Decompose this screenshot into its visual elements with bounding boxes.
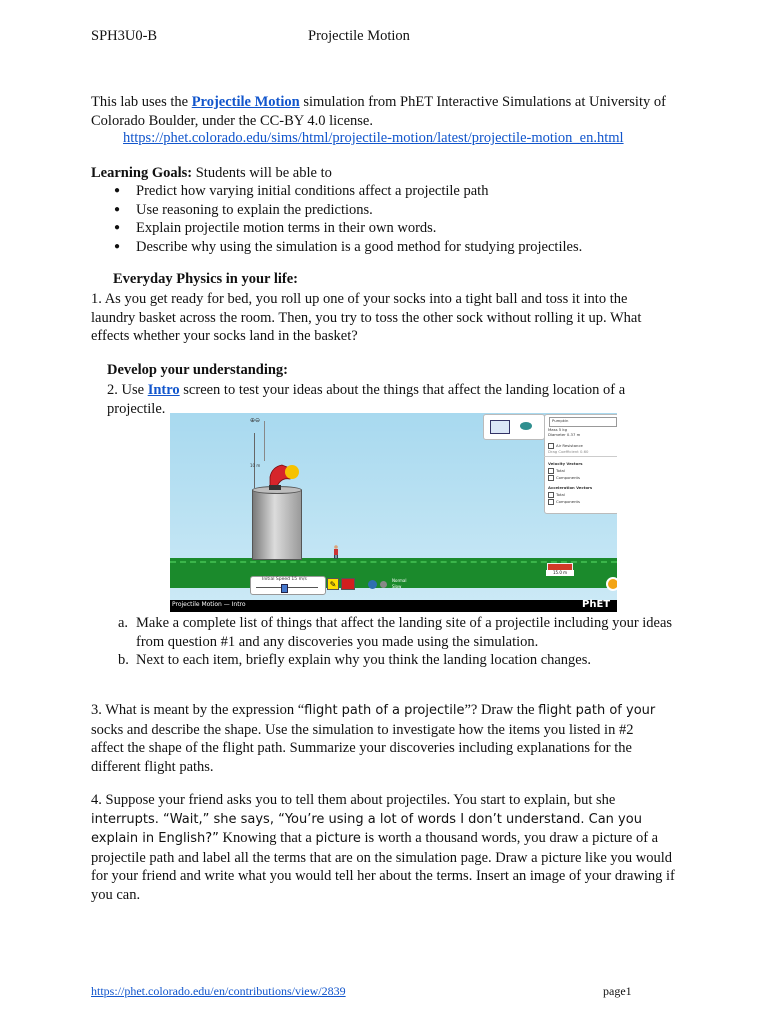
target-distance: 15.0 m	[546, 570, 574, 576]
question-1: 1. As you get ready for bed, you roll up one of your socks into a tight ball and toss it into the laundry basket across the room. Then, you try to toss the other sock without rolling it up. What effects whether your socks land in the basket?	[91, 291, 642, 345]
page-number: page1	[603, 984, 632, 998]
question-2a	[118, 614, 678, 651]
velocity-vectors-label: Velocity Vectors	[548, 461, 583, 466]
q2b-label: b.	[118, 652, 129, 668]
q4-part3: Knowing that a	[218, 830, 316, 847]
fire-button[interactable]	[341, 578, 355, 590]
radio-normal[interactable]: Normal	[392, 578, 407, 583]
radio-slow[interactable]: Slow	[392, 584, 402, 589]
learning-goals-list	[114, 182, 674, 256]
height-label: 10 m	[250, 463, 261, 468]
sim-title: Projectile Motion — Intro	[172, 601, 246, 608]
q2b-text: Next to each item, briefly explain why you think the landing location changes.	[136, 652, 592, 668]
sim-link[interactable]: Projectile Motion	[191, 94, 300, 110]
q3-phrase: flight path of a projectile	[304, 703, 465, 718]
step-button[interactable]	[380, 581, 387, 588]
question-3	[91, 701, 663, 776]
acceleration-components-checkbox[interactable]	[548, 499, 580, 505]
reset-button[interactable]	[606, 577, 617, 591]
acceleration-total-checkbox[interactable]	[548, 492, 565, 498]
list-item: ● Use reasoning to explain the predictions.	[114, 201, 674, 220]
list-item: ● Predict how varying initial conditions affect a projectile path	[114, 182, 674, 201]
initial-speed-label: Initial Speed 15 m/s	[262, 577, 307, 582]
list-item: ● Explain projectile motion terms in their own words.	[114, 219, 674, 238]
velocity-components-checkbox[interactable]	[548, 475, 580, 481]
initial-speed-slider[interactable]	[281, 584, 288, 593]
intro-mid: simulation from PhET Interactive Simulations at University of Colorado Boulder, under the CC-BY 4.0 license.	[91, 94, 666, 129]
acceleration-vectors-label: Acceleration Vectors	[548, 485, 593, 490]
q3-pre: 3. What is meant by the expression “	[91, 702, 305, 718]
velocity-total-checkbox[interactable]	[548, 468, 565, 474]
speed-radio-group[interactable]	[392, 578, 406, 590]
q2a-text: Make a complete list of things that affect the landing site of a projectile including your ideas from question #1 and any discoveries you made using the simulation.	[136, 615, 673, 650]
q3-post: socks and describe the shape. Use the simulation to investigate how the items you listed in #2 affect the shape of the flight path. Summarize your discoveries including explanations for the different flight paths.	[91, 721, 634, 775]
everyday-heading: Everyday Physics in your life:	[113, 271, 299, 287]
sim-url-link[interactable]: https://phet.colorado.edu/sims/html/projectile-motion/latest/projectile-motion_en.html	[123, 130, 624, 146]
simulation-screenshot	[170, 413, 617, 612]
question-2b	[118, 651, 678, 670]
acceleration-total-label: Total	[556, 492, 565, 497]
q4-part1: 4. Suppose your friend asks you to tell them about projectiles. You start to explain, but she	[91, 792, 616, 808]
cannon-tower	[252, 490, 302, 560]
question-4	[91, 791, 681, 905]
measuring-tape-icon[interactable]	[520, 422, 532, 430]
learning-goals-lead: Students will be able to	[192, 165, 332, 181]
q2-post: screen to test your ideas about the things that affect the landing location of a projectile.	[107, 382, 626, 417]
velocity-components-label: Components	[556, 475, 581, 480]
projectile-select[interactable]: Pumpkin	[549, 417, 617, 427]
play-pause-button[interactable]	[368, 580, 377, 589]
q2a-label: a.	[118, 615, 129, 631]
stopwatch-tool-icon[interactable]	[490, 420, 510, 434]
q4-part2: interrupts. “Wait,” she says, “You’re using a lot of words I don’t understand. Can you explain in English?”	[91, 811, 642, 847]
learning-goals-label: Learning Goals:	[91, 165, 193, 181]
q2-pre: 2. Use	[107, 382, 148, 398]
header-title: Projectile Motion	[308, 28, 410, 44]
phet-logo[interactable]: PhET	[582, 599, 611, 610]
q3-mid: ”? Draw the	[464, 702, 539, 718]
intro-paragraph	[91, 93, 691, 130]
cannon-muzzle	[285, 465, 299, 479]
tape-marker	[264, 421, 265, 461]
list-item: ● Describe why using the simulation is a good method for studying projectiles.	[114, 238, 674, 257]
intro-screen-link[interactable]: Intro	[147, 382, 180, 398]
q3-phrase2: flight path of your	[538, 703, 656, 718]
erase-button[interactable]: ✎	[327, 578, 339, 590]
q4-part5: is worth a thousand words, you draw a picture of a projectile path and label all the terms that are on the simulation page. Draw a picture like you would for your friend and write what you would tell her about the terms. Insert an image of your drawing if you can.	[91, 830, 675, 903]
height-pole	[254, 433, 255, 488]
header-course: SPH3U0-B	[91, 28, 158, 44]
person-icon	[332, 545, 340, 559]
intro-pre: This lab uses the	[91, 94, 192, 110]
acceleration-components-label: Components	[556, 499, 581, 504]
learning-goals	[91, 164, 691, 183]
mass-readout: Mass 5 kg	[548, 427, 567, 432]
velocity-total-label: Total	[556, 468, 565, 473]
drag-readout: Drag Coefficient 0.60	[548, 449, 589, 454]
footer-url-link[interactable]: https://phet.colorado.edu/en/contributions/view/2839	[91, 984, 346, 998]
q4-part4: picture	[315, 831, 361, 847]
develop-heading: Develop your understanding:	[107, 362, 289, 378]
air-resistance-label: Air Resistance	[556, 443, 583, 448]
zoom-icon: ⊕⊖	[250, 417, 261, 424]
panel-divider	[544, 456, 617, 457]
diameter-readout: Diameter 0.37 m	[548, 432, 581, 437]
